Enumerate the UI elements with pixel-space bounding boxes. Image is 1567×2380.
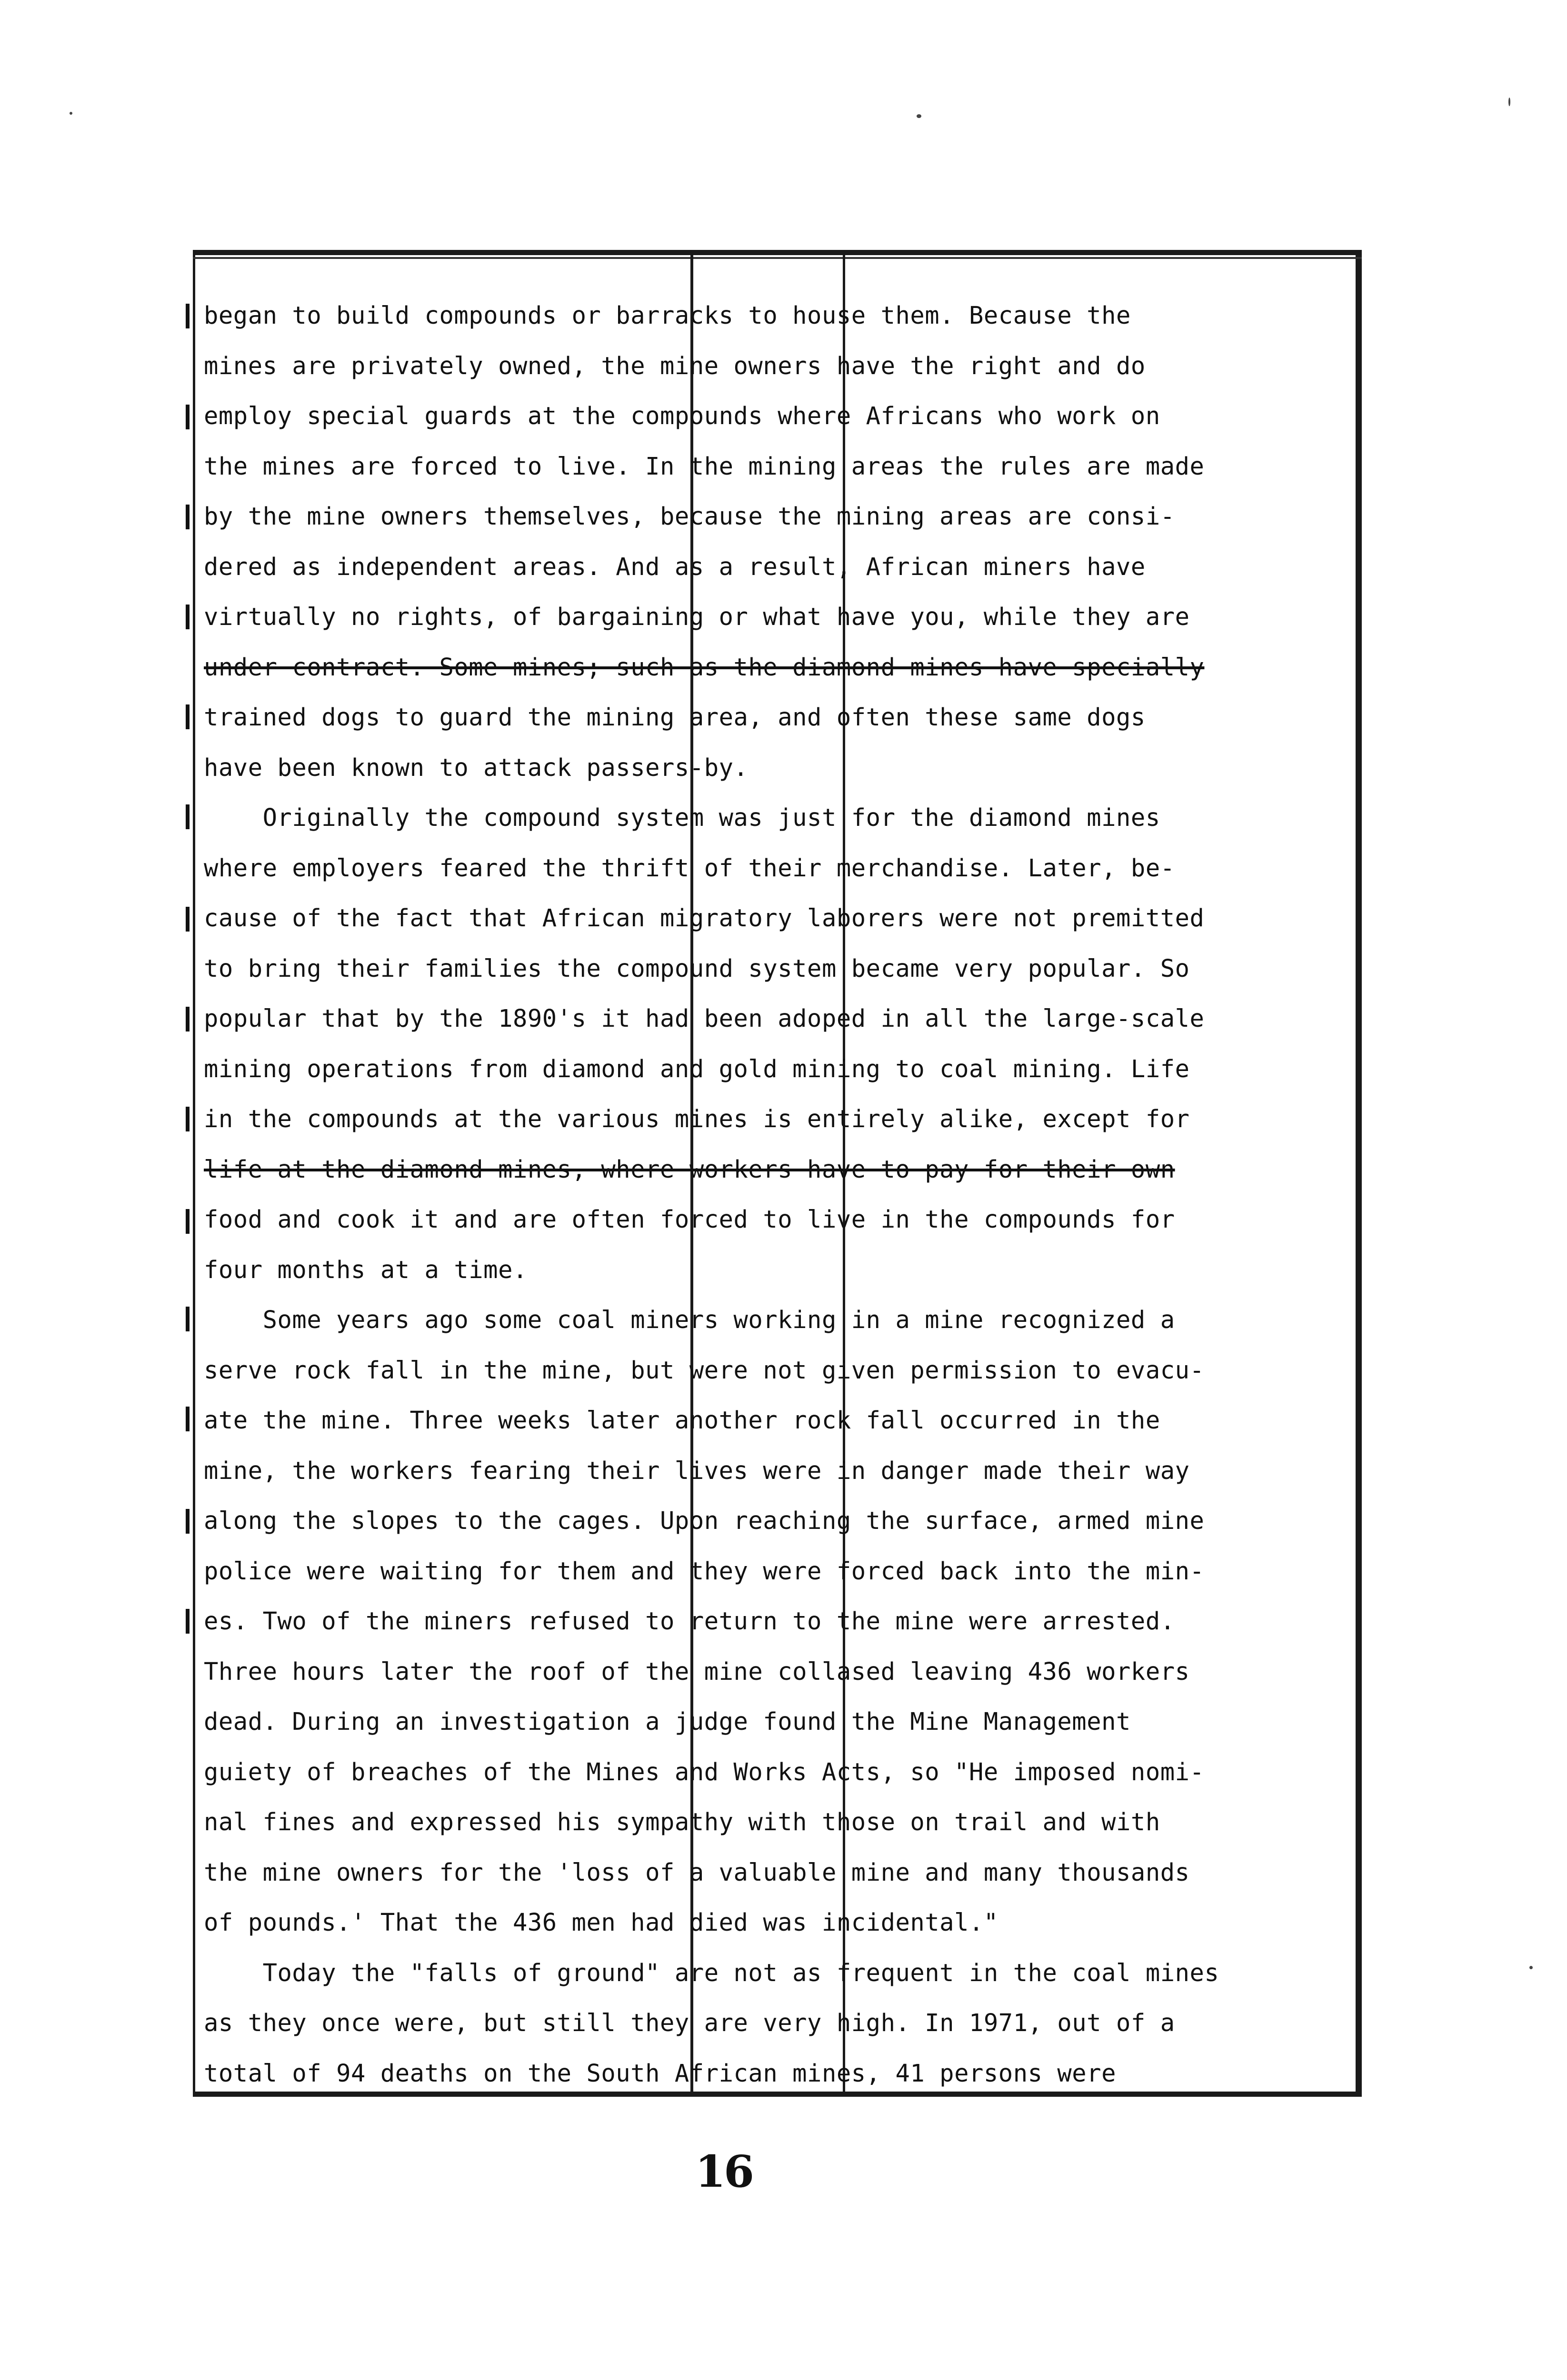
- margin-bar: [186, 1307, 190, 1331]
- margin-bar: [186, 605, 190, 629]
- text-line: trained dogs to guard the mining area, and often these same dogs: [204, 703, 1146, 731]
- margin-bar: [186, 1209, 190, 1234]
- text-line: serve rock fall in the mine, but were not given permission to evacu-: [204, 1356, 1205, 1384]
- text-line: Three hours later the roof of the mine collased leaving 436 workers: [204, 1657, 1190, 1686]
- margin-bar: [186, 1407, 190, 1431]
- text-line: mining operations from diamond and gold mining to coal mining. Life: [204, 1054, 1190, 1083]
- body-text: [204, 290, 1356, 2098]
- margin-bar: [186, 505, 190, 529]
- text-line: under contract. Some mines; such as the diamond mines have specially: [204, 653, 1205, 681]
- text-line: life at the diamond mines, where workers have to pay for their own: [204, 1155, 1175, 1183]
- text-line: began to build compounds or barracks to house them. Because the: [204, 301, 1131, 329]
- text-line: dead. During an investigation a judge found the Mine Management: [204, 1707, 1131, 1735]
- margin-bar: [186, 1509, 190, 1534]
- text-line: nal fines and expressed his sympathy with those on trail and with: [204, 1808, 1160, 1836]
- margin-bar: [186, 405, 190, 429]
- text-line: along the slopes to the cages. Upon reaching the surface, armed mine: [204, 1507, 1205, 1535]
- text-line: police were waiting for them and they were forced back into the min-: [204, 1557, 1205, 1585]
- text-line: by the mine owners themselves, because the mining areas are consi-: [204, 502, 1175, 530]
- text-line: virtually no rights, of bargaining or what have you, while they are: [204, 603, 1190, 631]
- text-line: Originally the compound system was just for the diamond mines: [204, 803, 1160, 832]
- text-line: four months at a time.: [204, 1255, 528, 1284]
- text-line: the mine owners for the 'loss of a valuable mine and many thousands: [204, 1858, 1190, 1886]
- margin-bar: [186, 304, 190, 328]
- margin-bar: [186, 907, 190, 932]
- text-line: dered as independent areas. And as a result, African miners have: [204, 552, 1146, 581]
- text-line: mine, the workers fearing their lives were in danger made their way: [204, 1456, 1190, 1485]
- text-line: have been known to attack passers-by.: [204, 753, 749, 782]
- page-number: 16: [695, 2146, 753, 2197]
- text-line: of pounds.' That the 436 men had died was incidental.": [204, 1908, 998, 1936]
- text-line: employ special guards at the compounds where Africans who work on: [204, 402, 1160, 430]
- text-line: in the compounds at the various mines is entirely alike, except for: [204, 1105, 1190, 1133]
- text-line: where employers feared the thrift of their merchandise. Later, be-: [204, 853, 1175, 882]
- text-line: guiety of breaches of the Mines and Works Acts, so "He imposed nomi-: [204, 1757, 1205, 1786]
- margin-bar: [186, 1107, 190, 1131]
- text-line: total of 94 deaths on the South African mines, 41 persons were: [204, 2059, 1117, 2087]
- scan-speck: [70, 112, 72, 115]
- margin-bar: [186, 804, 190, 829]
- frame-top-rule: [193, 257, 1362, 259]
- text-line: cause of the fact that African migratory laborers were not premitted: [204, 904, 1205, 932]
- text-line: ate the mine. Three weeks later another rock fall occurred in the: [204, 1406, 1160, 1434]
- text-line: Some years ago some coal miners working in a mine recognized a: [204, 1306, 1175, 1334]
- text-line: to bring their families the compound system became very popular. So: [204, 954, 1190, 982]
- text-line: the mines are forced to live. In the mining areas the rules are made: [204, 452, 1205, 480]
- margin-bar: [186, 1007, 190, 1031]
- margin-bar: [186, 1609, 190, 1634]
- text-line: mines are privately owned, the mine owners have the right and do: [204, 351, 1146, 380]
- text-line: popular that by the 1890's it had been adoped in all the large-scale: [204, 1004, 1205, 1032]
- scan-speck: [1529, 1966, 1533, 1969]
- text-line: food and cook it and are often forced to live in the compounds for: [204, 1205, 1175, 1233]
- scan-speck: [1508, 98, 1510, 106]
- margin-bar: [186, 704, 190, 729]
- scan-speck: [917, 114, 921, 118]
- text-line: Today the "falls of ground" are not as frequent in the coal mines: [204, 1958, 1219, 1987]
- text-line: es. Two of the miners refused to return to the mine were arrested.: [204, 1607, 1175, 1635]
- text-line: as they once were, but still they are very high. In 1971, out of a: [204, 2009, 1175, 2037]
